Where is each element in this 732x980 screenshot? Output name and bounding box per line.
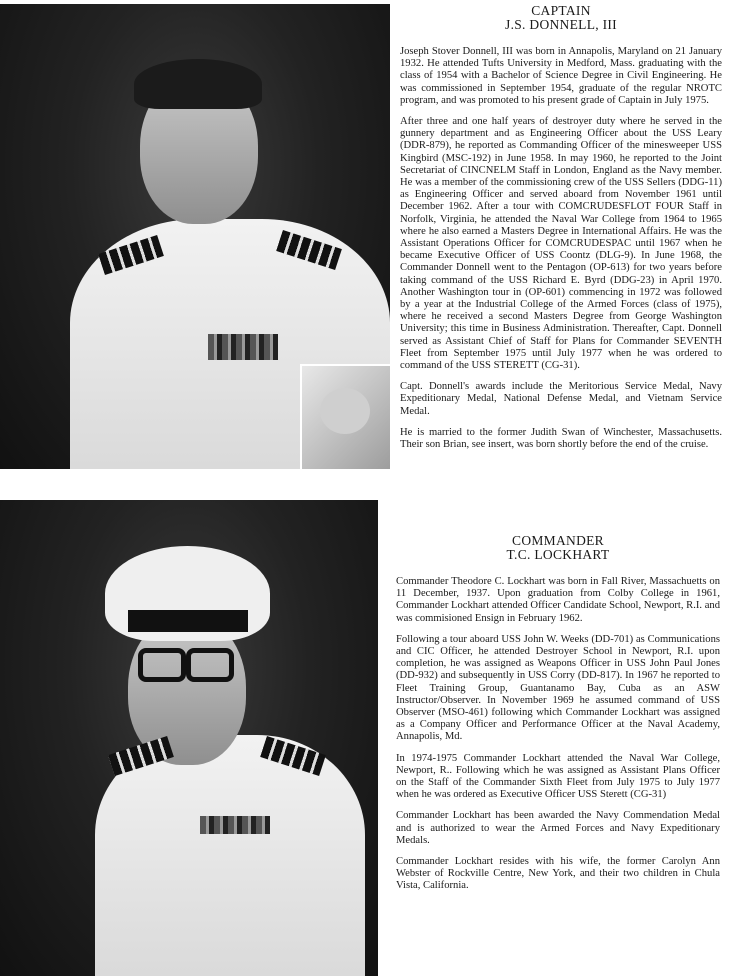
- bio-paragraph: In 1974-1975 Commander Lockhart attended the Naval War College, Newport, R.. Following which he was assigned as Assistant Plans Officer on the Staff of the Commander Sixth Fleet from July 1975 to July 1977 when he was ordered as Executive Officer USS Sterett (CG-31): [396, 752, 720, 801]
- ribbon-bar: [200, 816, 270, 834]
- rank-heading: CAPTAIN: [531, 3, 591, 18]
- captain-donnell-bio: [400, 4, 722, 460]
- captain-donnell-photo: [0, 4, 390, 469]
- bio-paragraph: Joseph Stover Donnell, III was born in Annapolis, Maryland on 21 January 1932. He attended Tufts University in Medford, Mass. graduating with the class of 1954 with a Bachelor of Science Degree in Civil Engineering. He was commissioned in September 1954, graduate of the regular NROTC program, and was promoted to his present grade of Captain in July 1975.: [400, 46, 722, 106]
- baby: [320, 388, 370, 434]
- name-heading: T.C. LOCKHART: [506, 547, 610, 562]
- hair: [134, 59, 262, 109]
- commander-lockhart-photo: [0, 500, 378, 976]
- bio-paragraph: Commander Theodore C. Lockhart was born in Fall River, Massachuetts on 11 December, 1937. Upon graduation from Colby College in 1961, Commander Lockhart attended Officer Candidate School, Newport, R.I. and was commisioned Ensign in February 1962.: [396, 576, 720, 624]
- bio-paragraph: He is married to the former Judith Swan of Winchester, Massachusetts. Their son Brian, see insert, was born shortly before the end of the cruise.: [400, 426, 722, 451]
- commander-lockhart-bio: [396, 534, 720, 902]
- ribbon-bar: [208, 334, 278, 360]
- uniform-shirt: [95, 735, 365, 976]
- bio-paragraph: Commander Lockhart has been awarded the Navy Commendation Medal and is authorized to wear the Armed Forces and Navy Expeditionary Medals.: [396, 810, 720, 846]
- glasses-right: [186, 648, 234, 682]
- bio-paragraph: Capt. Donnell's awards include the Meritorious Service Medal, Navy Expeditionary Medal, National Defense Medal, and Vietnam Service Medal.: [400, 381, 722, 417]
- bio-paragraph: Commander Lockhart resides with his wife, the former Carolyn Ann Webster of Rockville Centre, New York, and their two children in Chula Vista, California.: [396, 856, 720, 892]
- rank-heading: COMMANDER: [512, 533, 604, 548]
- glasses-left: [138, 648, 186, 682]
- name-heading: J.S. DONNELL, III: [505, 17, 617, 32]
- baby-inset-photo: [300, 364, 390, 469]
- cap-band: [128, 610, 248, 632]
- bio-paragraph: After three and one half years of destroyer duty where he served in the gunnery department and as Engineering Officer about the USS Leary (DDR-879), he reported as Commanding Officer of the minesweeper USS Kingbird (MSC-192) in June 1958. In may 1960, he reported to the Joint Secretariat of CINCNELM Staff in London, England as the Navy member. He was a member of the commissioning crew of the USS Sellers (DDG-11) as Engineering Officer and served aboard from November 1961 until December 1962. After a tour with COMCRUDESFLOT FOUR Staff in Norfolk, Virginia, he attended the Naval War College from 1964 to 1965 where he also earned a Masters Degree in International Affairs. He was the Assistant Operations Officer for COMCRUDESPAC until 1967 when he became Executive Officer of USS Coontz (DLG-9). In June 1968, the Commander Donnell went to the Pentagon (OP-613) for two years before taking command of the USS Richard E. Byrd (DDG-23) in April 1970. Another Washington tour in (OP-601) commencing in 1972 was followed by a year at the Industrial College of the Armed Forces (class of 1975), where he received a second Masters Degree from George Washington University; this time in Business Administration. Thereafter, Capt. Donnell served as Assistant Chief of Staff for Plans for Commander SEVENTH Fleet from September 1975 until July 1977 when he was ordered to command of the USS STERETT (CG-31).: [400, 116, 722, 372]
- bio-paragraph: Following a tour aboard USS John W. Weeks (DD-701) as Communications and CIC Officer, he attended Destroyer School in Newport, R.I. upon completion, he was assigned as Weapons Officer in USS John Paul Jones (DD-932) and subsequently in USS Corry (DD-817). In 1967 he reported to Fleet Training Group, Guantanamo Bay, Cuba as an ASW Instructor/Observer. In November 1969 he assumed command of USS Observer (MSO-461) following which Commander Lockhart was assigned as a Company Officer and Performance Officer at the Naval Academy, Annapolis, Md.: [396, 633, 720, 743]
